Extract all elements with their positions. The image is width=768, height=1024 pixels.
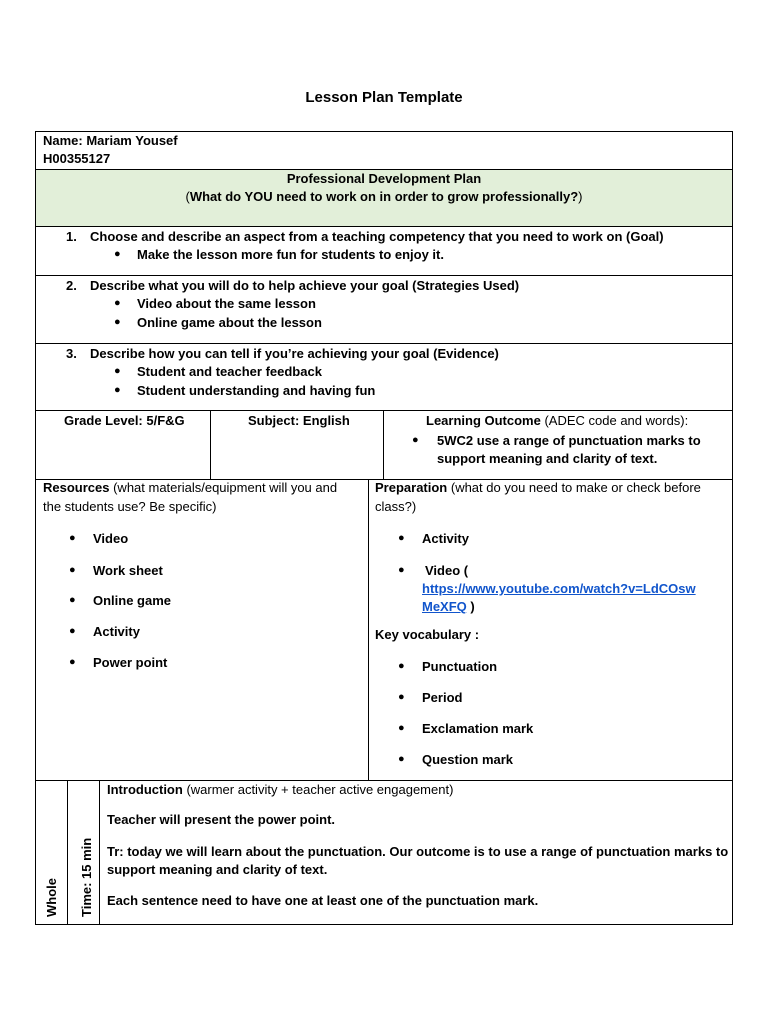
video-link[interactable]: MeXFQ: [422, 599, 467, 614]
learning-outcome-line: 5WC2 use a range of punctuation marks to: [437, 433, 701, 448]
grade-level: Grade Level: 5/F&G: [64, 413, 185, 428]
bullet-icon: ●: [398, 532, 405, 544]
resource-item: Power point: [93, 655, 168, 670]
goal-bullet: Make the lesson more fun for students to enjoy it.: [137, 247, 444, 262]
goal-number: 1.: [66, 229, 77, 244]
pdp-subtitle-text: What do YOU need to work on in order to grow professionally?: [189, 189, 579, 204]
bullet-icon: ●: [412, 434, 419, 446]
bullet-icon: ●: [69, 564, 76, 576]
preparation-video-link-line1: [422, 579, 696, 598]
learning-outcome-label-rest: (ADEC code and words):: [540, 413, 689, 428]
video-close: ): [466, 599, 475, 614]
goal-text: Describe how you can tell if you’re achieving your goal (Evidence): [90, 346, 499, 361]
vocab-item: Period: [422, 690, 463, 705]
whole-label: Whole: [44, 878, 59, 917]
bullet-icon: ●: [114, 384, 121, 396]
key-vocabulary-heading: Key vocabulary :: [375, 627, 480, 642]
pdp-subtitle: [0, 187, 768, 206]
goal-bullet: Video about the same lesson: [137, 296, 316, 311]
vocab-item: Exclamation mark: [422, 721, 534, 736]
resource-item: Work sheet: [93, 563, 163, 578]
page-title: Lesson Plan Template: [305, 89, 463, 106]
preparation-video-label: Video (: [425, 563, 469, 578]
column-divider: [383, 410, 384, 479]
lesson-paragraph: support meaning and clarity of text.: [107, 862, 328, 877]
lesson-paragraph: Each sentence need to have one at least one of the punctuation mark.: [107, 893, 539, 908]
learning-outcome-line: support meaning and clarity of text.: [437, 451, 658, 466]
learning-outcome-heading: [426, 411, 688, 430]
column-divider: [368, 479, 369, 780]
goal-text: Choose and describe an aspect from a teaching competency that you need to work on (Goal): [90, 229, 664, 244]
goal-bullet: Student and teacher feedback: [137, 364, 322, 379]
bullet-icon: ●: [114, 248, 121, 260]
column-divider: [99, 780, 100, 925]
resource-item: Video: [93, 531, 129, 546]
resources-heading-line2: the students use? Be specific): [43, 499, 217, 514]
bullet-icon: ●: [114, 365, 121, 377]
pdp-subtitle-close: ): [578, 189, 583, 204]
preparation-heading-line2: class?): [375, 499, 417, 514]
resource-item: Activity: [93, 624, 140, 639]
bullet-icon: ●: [69, 532, 76, 544]
bullet-icon: ●: [398, 722, 405, 734]
bullet-icon: ●: [398, 564, 405, 576]
bullet-icon: ●: [69, 625, 76, 637]
preparation-heading-line1: [375, 478, 701, 497]
introduction-label: Introduction: [107, 782, 183, 797]
goal-bullet: Student understanding and having fun: [137, 383, 376, 398]
vocab-item: Question mark: [422, 752, 514, 767]
bullet-icon: ●: [69, 594, 76, 606]
bullet-icon: ●: [398, 753, 405, 765]
pdp-title: Professional Development Plan: [286, 171, 482, 186]
column-divider: [210, 410, 211, 479]
preparation-item: Activity: [422, 531, 469, 546]
preparation-label-rest: (what do you need to make or check before: [447, 480, 701, 495]
bullet-icon: ●: [69, 656, 76, 668]
learning-outcome-label: Learning Outcome: [426, 413, 541, 428]
lesson-paragraph: Tr: today we will learn about the punctuation. Our outcome is to use a range of punctuation marks to: [107, 844, 729, 859]
preparation-label: Preparation: [375, 480, 448, 495]
bullet-icon: ●: [114, 316, 121, 328]
student-id: H00355127: [43, 151, 111, 166]
introduction-label-rest: (warmer activity + teacher active engagement): [182, 782, 454, 797]
resource-item: Online game: [93, 593, 172, 608]
vocab-item: Punctuation: [422, 659, 498, 674]
bullet-icon: ●: [114, 297, 121, 309]
resources-label: Resources: [43, 480, 110, 495]
time-label: Time: 15 min: [79, 837, 94, 917]
introduction-heading: [107, 780, 453, 799]
pdp-subtitle-open: (: [185, 189, 190, 204]
goal-number: 2.: [66, 278, 77, 293]
goal-text: Describe what you will do to help achieve your goal (Strategies Used): [90, 278, 520, 293]
video-link[interactable]: https://www.youtube.com/watch?v=LdCOsw: [422, 581, 696, 596]
student-name: Name: Mariam Yousef: [43, 133, 178, 148]
bullet-icon: ●: [398, 660, 405, 672]
resources-heading-line1: [43, 478, 337, 497]
subject: Subject: English: [248, 413, 350, 428]
lesson-paragraph: Teacher will present the power point.: [107, 812, 336, 827]
resources-label-rest: (what materials/equipment will you and: [109, 480, 338, 495]
column-divider: [67, 780, 68, 925]
bullet-icon: ●: [398, 691, 405, 703]
preparation-video-link-line2: [422, 597, 475, 616]
goal-number: 3.: [66, 346, 77, 361]
goal-bullet: Online game about the lesson: [137, 315, 322, 330]
